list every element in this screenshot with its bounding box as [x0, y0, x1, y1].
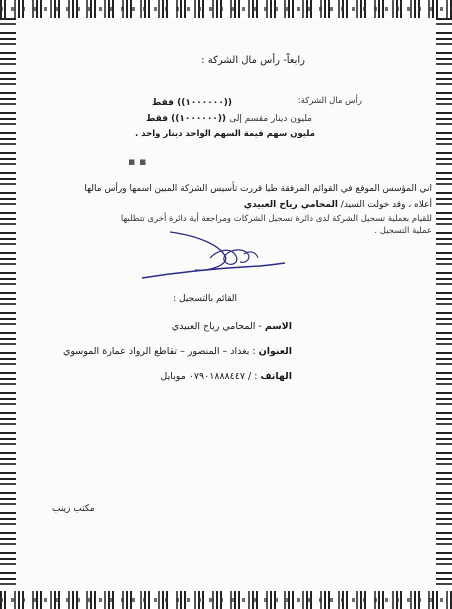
address-value: : بغداد – المنصور – تقاطع الرواد عمارة الموسوي — [62, 346, 256, 357]
applicant-address-line — [63, 346, 292, 357]
capital-shares-prefix: مليون دينار مقسم إلى — [229, 114, 312, 124]
capital-shares-amount: ((١٠٠٠٠٠٠)) فقط — [145, 114, 227, 124]
applicant-heading: القائم بالتسجيل : — [173, 294, 237, 304]
office-stamp-text: مكتب زينب — [52, 504, 95, 514]
section-heading: رابعاً- رأس مال الشركة : — [201, 55, 305, 66]
declaration-paragraph-line-3: للقيام بعملية تسجيل الشركة لدى دائرة تسجيل الشركات ومراجعة أية دائرة أخرى تتطلبها — [120, 214, 432, 224]
capital-amount-line: ((١٠٠٠٠٠٠)) فقط — [151, 98, 232, 108]
phone-value: : / ٠٧٩٠١٨٨٨٤٤٧ موبايل — [160, 371, 258, 382]
dot-marks: ▪ ▪ — [128, 155, 147, 168]
decorative-border-bottom — [0, 591, 452, 609]
name-label: الاسم — [264, 321, 292, 332]
name-value: - المحامي رياح العبيدي — [171, 321, 262, 332]
address-label: العنوان — [258, 346, 292, 357]
declaration-paragraph-line-1: اني المؤسس الموقع في القوائم المرفقة طيا قررت تأسيس الشركة المبين اسمها ورأس مالها — [84, 184, 432, 194]
decorative-border-top — [0, 0, 452, 18]
share-value-line: مليون سهم قيمة السهم الواحد دينار واحد . — [134, 129, 315, 139]
capital-shares-line — [146, 114, 312, 124]
decorative-border-left — [0, 18, 16, 591]
applicant-name-line — [172, 321, 292, 332]
declaration-paragraph-line-2 — [244, 200, 432, 210]
authorization-text: أعلاه ، وقد خولت السيد/ — [337, 200, 432, 210]
handwritten-signature — [140, 228, 290, 288]
capital-label: رأس مال الشركة: — [297, 96, 362, 106]
authorized-person: المحامي رياح العبيدي — [243, 200, 338, 210]
decorative-border-right — [436, 18, 452, 591]
phone-label: الهاتف — [260, 371, 292, 382]
declaration-paragraph-line-4: عملية التسجيل . — [374, 226, 432, 236]
applicant-phone-line — [160, 371, 292, 382]
